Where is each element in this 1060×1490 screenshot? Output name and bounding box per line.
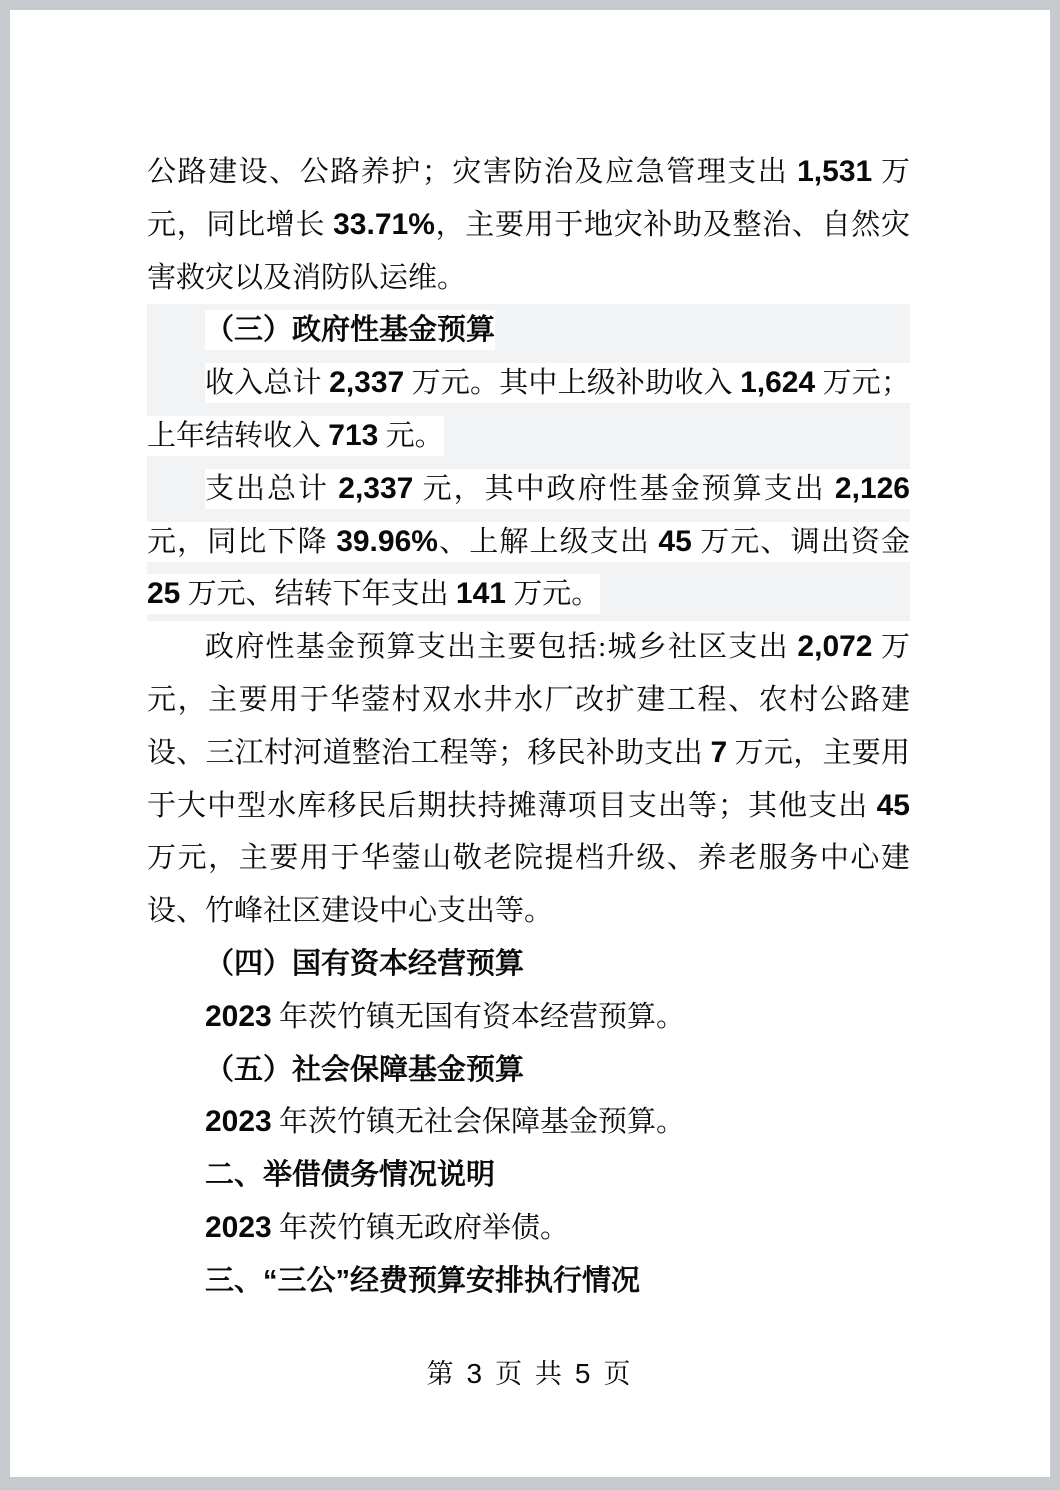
text-runs xyxy=(147,469,910,615)
footer-total-pages: 5 xyxy=(574,1358,594,1389)
text-run: 万元。其中上级补助收入 xyxy=(404,367,741,400)
numeric-value: 2,072 xyxy=(797,630,873,664)
text-run: 、上解上级支出 xyxy=(437,525,659,558)
body-paragraph xyxy=(147,357,910,463)
text-run: 万元。 xyxy=(505,578,601,611)
footer-label: 页 xyxy=(603,1359,634,1389)
text-run: 万元，主要用于大中型水库移民后期扶持摊薄项目支出等；其他支出 xyxy=(147,736,910,822)
text-run: 元，其中政府性基金预算支出 xyxy=(413,472,835,505)
text-run: 年茨竹镇无国有资本经营预算。 xyxy=(271,1000,686,1033)
text-runs xyxy=(205,948,524,980)
numeric-value: 45 xyxy=(876,788,910,822)
numeric-value: 2023 xyxy=(205,999,272,1033)
text-runs xyxy=(147,156,910,294)
body-paragraph xyxy=(147,1202,910,1255)
text-run: （四）国有资本经营预算 xyxy=(205,947,525,980)
page-footer xyxy=(10,1352,1050,1391)
highlighted-section xyxy=(147,304,910,621)
numeric-value: 2,337 xyxy=(329,366,405,400)
numeric-value: 713 xyxy=(328,418,379,452)
text-runs xyxy=(147,631,910,927)
text-run: 元。 xyxy=(378,419,444,452)
numeric-value: 33.71% xyxy=(333,207,435,241)
text-runs xyxy=(205,1054,524,1086)
body-paragraph xyxy=(147,991,910,1044)
numeric-value: 2023 xyxy=(205,1105,272,1139)
section-heading xyxy=(147,1149,910,1202)
text-runs xyxy=(147,363,910,456)
text-run: 万元、调出资金 xyxy=(691,525,910,558)
footer-page-number: 3 xyxy=(466,1358,486,1389)
numeric-value: 2,126 xyxy=(834,471,910,505)
text-run: 万元，主要用于华蓥山敬老院提档升级、养老服务中心建设、竹峰社区建设中心支出等。 xyxy=(147,842,910,928)
text-run: 年茨竹镇无社会保障基金预算。 xyxy=(271,1106,686,1139)
text-run: ，主要用于地灾补助及整治、自然灾害救灾以及消防队运维。 xyxy=(147,208,910,294)
text-run: 支出总计 xyxy=(205,472,339,505)
numeric-value: 2,337 xyxy=(338,471,414,505)
numeric-value: 1,624 xyxy=(740,366,816,400)
numeric-value: 141 xyxy=(455,577,506,611)
text-run: 三、“三公”经费预算安排执行情况 xyxy=(205,1264,641,1297)
numeric-value: 25 xyxy=(147,577,181,611)
text-run: 万元，同比增长 xyxy=(147,156,910,241)
text-run: 公路建设、公路养护；灾害防治及应急管理支出 xyxy=(147,156,798,188)
text-runs xyxy=(205,1265,640,1297)
footer-label: 第 xyxy=(426,1359,457,1389)
numeric-value: 39.96% xyxy=(336,524,438,558)
text-run: 政府性基金预算支出主要包括:城乡社区支出 xyxy=(205,631,798,664)
text-run: 元，同比下降 xyxy=(147,525,337,558)
section-heading xyxy=(147,1255,910,1308)
text-run: （五）社会保障基金预算 xyxy=(205,1053,525,1086)
section-heading xyxy=(147,304,910,357)
text-runs xyxy=(205,1212,569,1244)
footer-label: 页 共 xyxy=(495,1359,565,1389)
text-run: 万元，主要用于华蓥村双水井水厂改扩建工程、农村公路建设、三江村河道整治工程等；移民补助支出 xyxy=(147,631,910,769)
text-run: 万元；上年结转收入 xyxy=(147,367,910,452)
text-runs xyxy=(205,1106,685,1138)
text-runs xyxy=(205,1001,685,1033)
numeric-value: 7 xyxy=(710,735,728,769)
document-content xyxy=(147,146,910,1308)
section-before-highlight xyxy=(147,146,910,304)
document-page xyxy=(10,10,1050,1477)
numeric-value: 45 xyxy=(658,524,692,558)
text-run: 万元、结转下年支出 xyxy=(180,578,456,611)
section-heading xyxy=(147,938,910,991)
section-after-highlight xyxy=(147,621,910,1307)
numeric-value: 1,531 xyxy=(797,155,873,188)
section-heading xyxy=(147,1044,910,1097)
body-paragraph xyxy=(147,463,910,621)
text-runs xyxy=(205,310,495,350)
text-run: 收入总计 xyxy=(205,367,330,400)
body-paragraph xyxy=(147,621,910,938)
text-runs xyxy=(205,1159,495,1191)
text-run: （三）政府性基金预算 xyxy=(205,314,496,347)
body-paragraph xyxy=(147,146,910,304)
text-run: 年茨竹镇无政府举债。 xyxy=(271,1211,570,1244)
text-run: 二、举借债务情况说明 xyxy=(205,1159,496,1192)
body-paragraph xyxy=(147,1096,910,1149)
numeric-value: 2023 xyxy=(205,1210,272,1244)
